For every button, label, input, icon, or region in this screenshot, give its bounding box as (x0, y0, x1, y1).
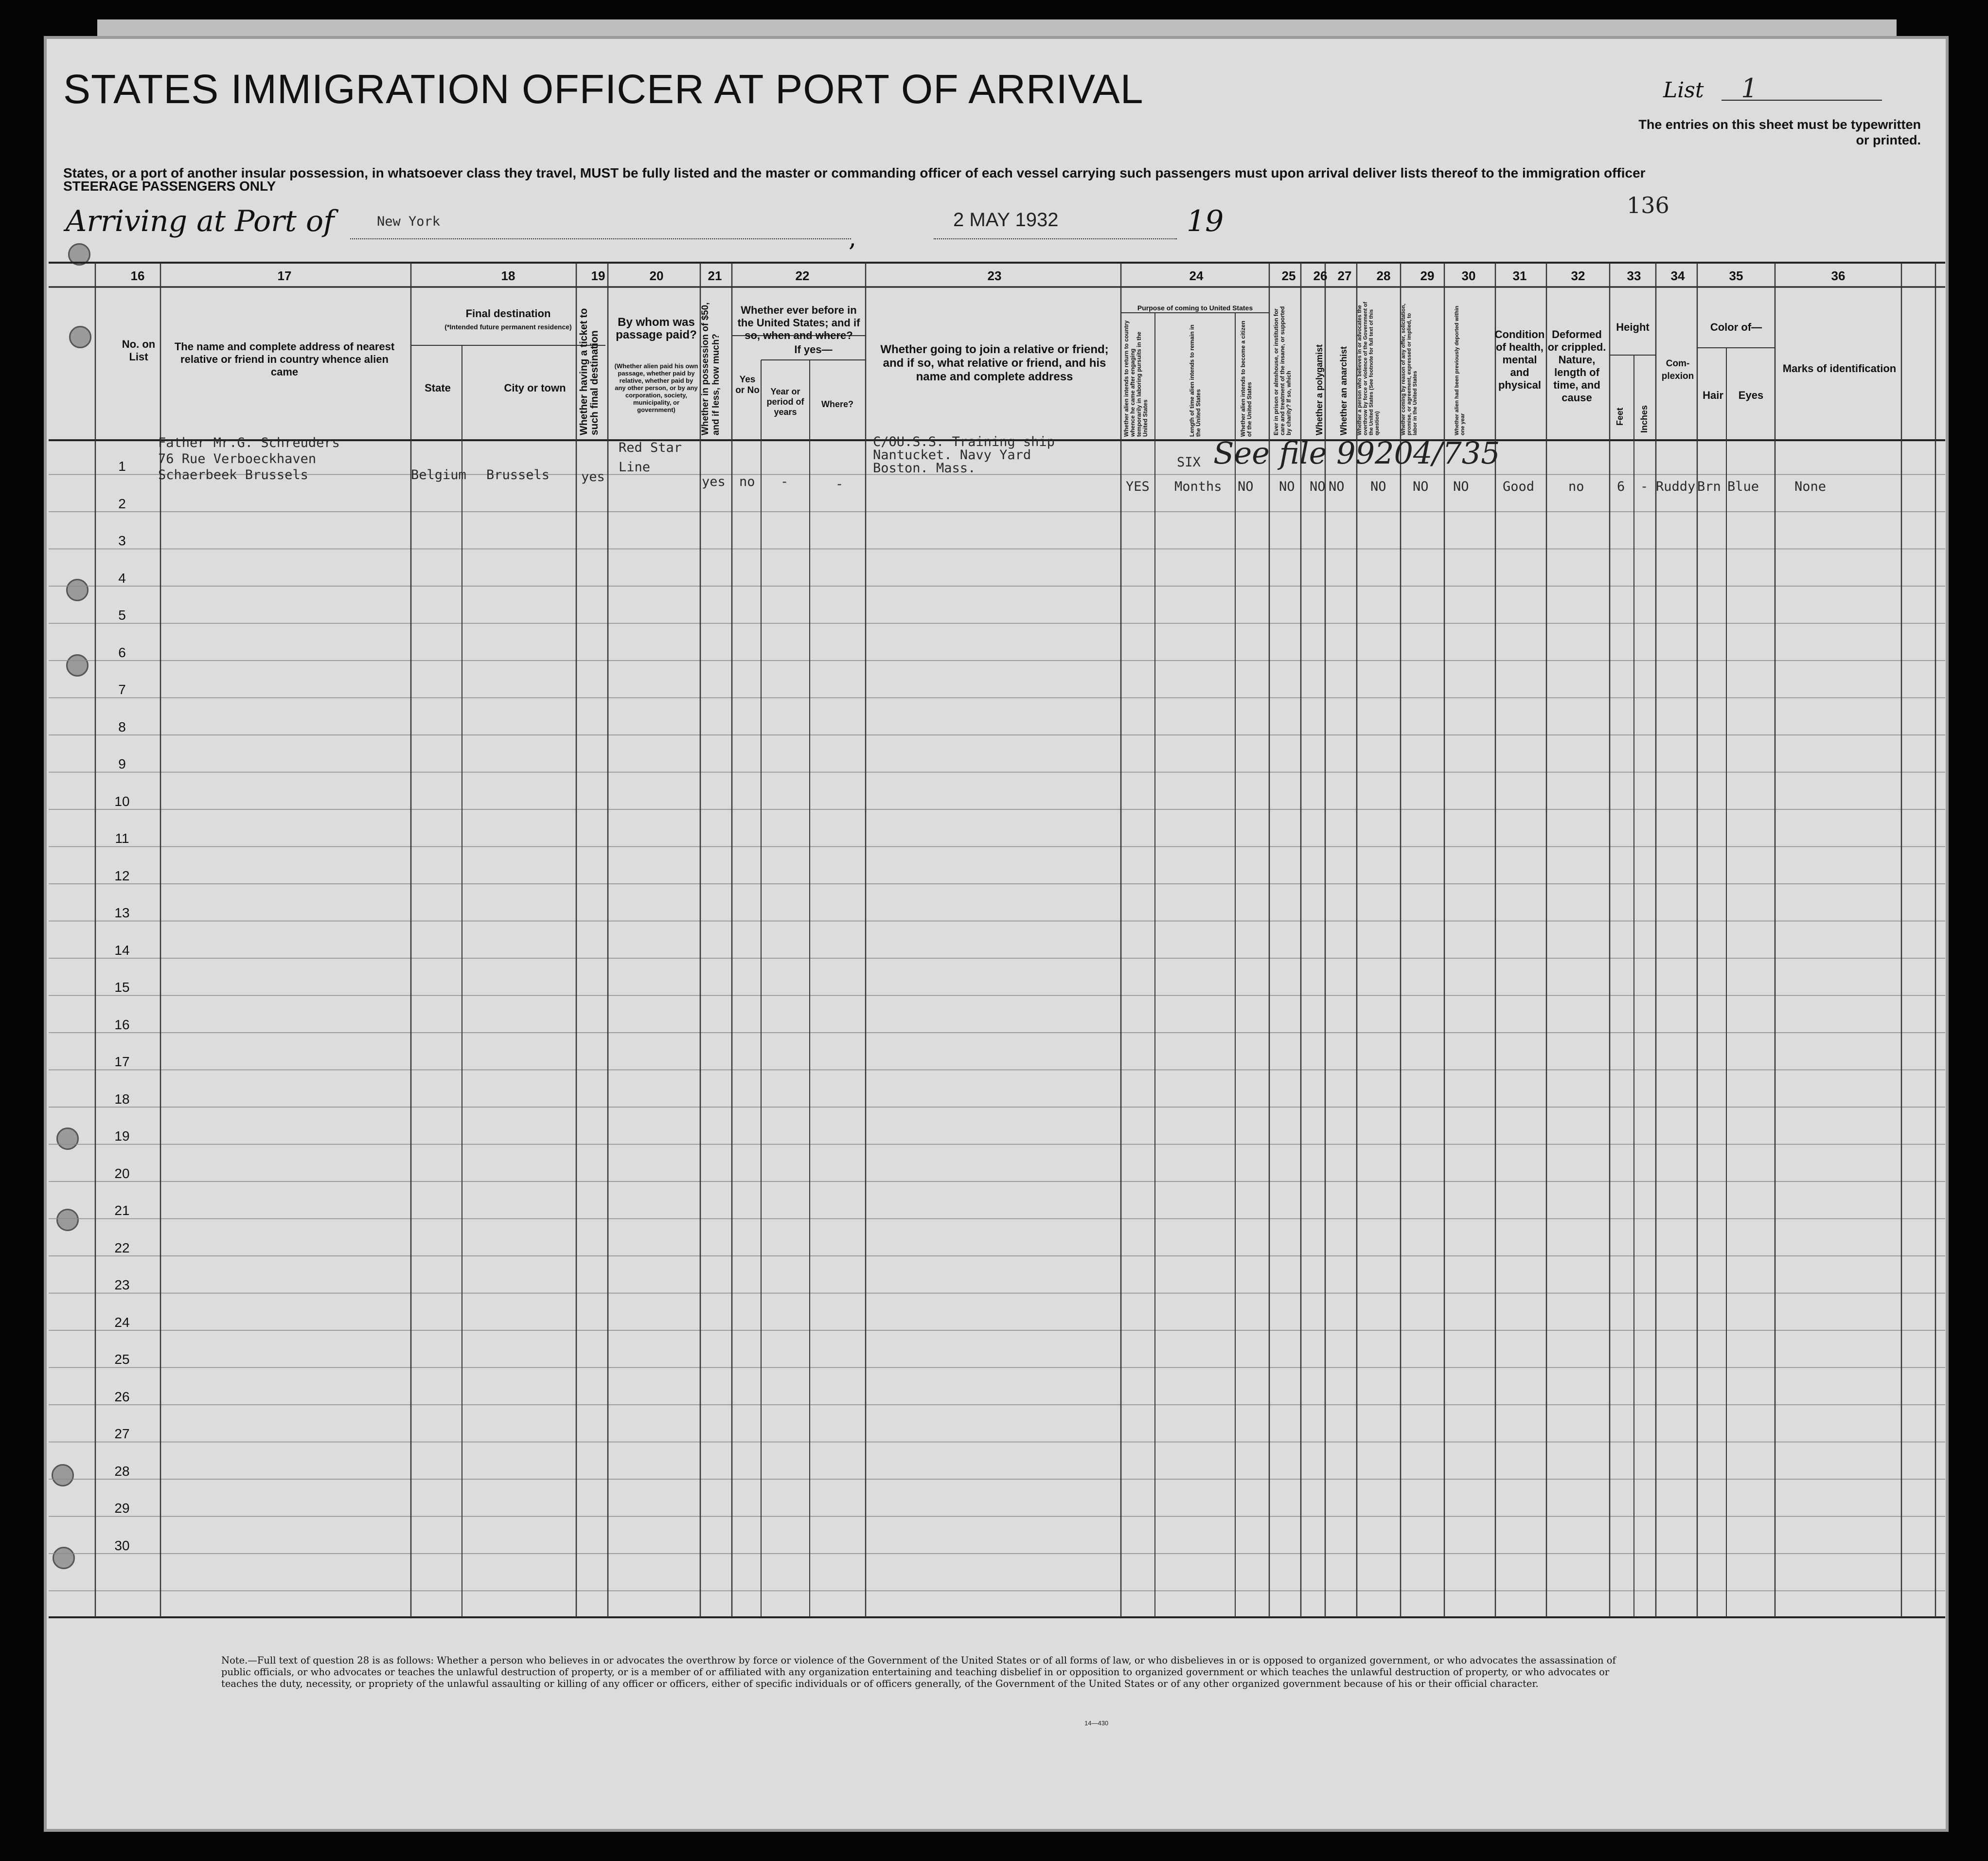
row-number: 7 (118, 682, 126, 697)
row-number: 18 (114, 1091, 130, 1107)
header-deformed: Deformed or crippled. Nature, length of time, and cause (1547, 328, 1606, 404)
header-final-destination: Final destination (465, 307, 551, 320)
header-feet: Feet (1615, 407, 1625, 426)
header-anarchist: Whether an anarchist (1339, 346, 1349, 435)
header-height: Height (1616, 321, 1650, 333)
ticket-value: yes (581, 469, 605, 484)
row-number: 3 (118, 533, 126, 548)
list-label: List (1663, 78, 1704, 103)
years-value: - (781, 474, 789, 489)
feet-value: 6 (1617, 479, 1625, 494)
header-ever-before: Whether ever before in the United States; and if so, when and where? (737, 304, 860, 341)
row-number: 14 (114, 942, 130, 958)
row-number: 16 (114, 1017, 130, 1032)
col-num-30: 30 (1461, 268, 1476, 283)
length-line-1: SIX (1177, 455, 1201, 470)
deported-value: NO (1453, 479, 1469, 494)
header-inches: Inches (1639, 405, 1649, 433)
col-num-34: 34 (1670, 268, 1685, 283)
header-overthrow: Whether a person who believes in or advocates the overthrow by force or violence of the Government of the United States (See footnote for full text of this question) (1357, 302, 1380, 435)
destination-state: Belgium (411, 467, 466, 483)
prison-value: NO (1279, 479, 1295, 494)
header-nearest-relative: The name and complete address of nearest relative or friend in country whence alien came (174, 340, 395, 378)
col-num-18: 18 (501, 268, 515, 283)
header-condition-of-health: Condition of health, mental and physical (1494, 328, 1545, 391)
col-num-19: 19 (591, 268, 605, 283)
row-number: 21 (114, 1203, 130, 1218)
row-number: 5 (118, 608, 126, 623)
col-num-32: 32 (1571, 268, 1585, 283)
money-value: yes (702, 474, 726, 489)
header-state: State (425, 382, 451, 394)
row-number: 2 (118, 496, 126, 511)
health-value: Good (1503, 479, 1535, 494)
polygamist-value: NO (1310, 479, 1326, 494)
join-line-3: Boston. Mass. (873, 461, 976, 476)
length-line-2: Months (1174, 479, 1222, 494)
row-number: 24 (114, 1314, 130, 1330)
deformed-value: no (1568, 479, 1584, 494)
header-length-of-stay: Length of time alien intends to remain in the United States (1189, 324, 1202, 437)
header-passage-paid: By whom was passage paid? (616, 316, 697, 341)
header-final-destination-note: (*Intended future permanent residence) (444, 323, 572, 331)
col-num-36: 36 (1831, 268, 1846, 283)
col-num-23: 23 (987, 268, 1002, 283)
header-marks: Marks of identification (1782, 362, 1897, 375)
join-line-1: C/OU.S.S. Training ship (873, 434, 1055, 449)
eyes-value: Blue (1727, 479, 1759, 494)
col-num-33: 33 (1627, 268, 1641, 283)
header-where: Where? (821, 399, 853, 409)
header-ticket: Whether having a ticket to such final destination (578, 308, 600, 435)
row-number: 28 (114, 1463, 130, 1479)
col-num-20: 20 (649, 268, 664, 283)
header-no-on-list: No. on List (122, 338, 156, 363)
col-num-21: 21 (708, 268, 722, 283)
complexion-value: Ruddy (1656, 479, 1696, 494)
header-purpose: Purpose of coming to United States (1137, 304, 1253, 312)
footnote-question-28: Note.—Full text of question 28 is as follows: Whether a person who believes in or advocates the overthrow by force or violence of the Government of the United States or of all forms of law, or who disbelieves in or is opposed to organized government, or who advocates the assassination of public officials, or who advocates or teaches the unlawful destruction of property, or is a member of or affiliated with any organization entertaining and teaching disbelief in or opposition to organized government or which teaches the unlawful destruction of property, or who advocates or teaches the duty, necessity, or propriety of the unlawful assaulting or killing of any officer or officers, either of specific individuals or of officers generally, of the Government of the United States or of any other organized government because of his or their official character. (221, 1655, 1616, 1689)
relative-line-2: 76 Rue Verboeckhaven (158, 451, 317, 466)
row-number: 11 (115, 831, 129, 846)
row-number: 25 (114, 1352, 130, 1367)
row-number: 26 (114, 1389, 130, 1404)
arrival-date-stamp: 2 MAY 1932 (953, 209, 1059, 231)
row-number: 15 (114, 980, 130, 995)
join-line-2: Nantucket. Navy Yard (873, 447, 1031, 463)
row-number: 12 (114, 868, 130, 883)
col-num-29: 29 (1420, 268, 1435, 283)
header-eyes: Eyes (1738, 389, 1764, 401)
col-num-35: 35 (1729, 268, 1743, 283)
header-join-relative: Whether going to join a relative or friend; and if so, what relative or friend, and his name and complete address (880, 343, 1109, 383)
col-num-28: 28 (1376, 268, 1391, 283)
passenger-class: STEERAGE PASSENGERS ONLY (63, 179, 276, 194)
row-number: 10 (114, 793, 130, 809)
header-fifty-dollars: Whether in possession of $50, and if less, how much? (700, 302, 721, 435)
overthrow-value: NO (1370, 479, 1386, 494)
row-number: 13 (114, 905, 130, 920)
offer-value: NO (1413, 479, 1429, 494)
year-prefix: 19 (1187, 204, 1224, 238)
header-labor-offer: Whether coming by reason of any offer, solicitation, promise, or agreement, expressed or implied, to labor in the United States (1401, 304, 1418, 435)
row-number: 29 (114, 1501, 130, 1516)
relative-line-3: Schaerbeek Brussels (158, 467, 308, 483)
form-subtitle: States, or a port of another insular possession, in whatsoever class they travel, MUST be fully listed and the master or commanding officer of each vessel carrying such passengers must upon arrival deliver lists thereof to the immigration officer (63, 165, 1646, 180)
row-number: 19 (114, 1128, 130, 1144)
header-color-of: Color of— (1710, 321, 1762, 333)
row-number: 9 (118, 756, 126, 771)
col-num-31: 31 (1512, 268, 1527, 283)
destination-city: Brussels (486, 467, 550, 483)
port-name: New York (377, 214, 441, 229)
row-number: 6 (118, 644, 126, 660)
row-number: 17 (114, 1054, 130, 1069)
header-passage-paid-note: (Whether alien paid his own passage, whether paid by relative, whether paid by any other person, or by any corporation, society, municipality, or government) (614, 362, 698, 413)
header-yes-or-no: Yes or No (735, 375, 760, 395)
paid-by-line-2: Line (619, 460, 651, 475)
header-intends-citizen: Whether alien intends to become a citizen of the United States (1240, 321, 1253, 437)
citizen-value: NO (1238, 479, 1254, 494)
row-number: 1 (118, 459, 126, 474)
relative-line-1: Father Mr.G. Schreuders (158, 435, 340, 450)
where-value: - (835, 477, 844, 492)
row-number: 4 (118, 570, 126, 586)
col-num-24: 24 (1189, 268, 1204, 283)
header-year-or-period: Year or period of years (766, 387, 804, 417)
header-city-or-town: City or town (504, 382, 566, 394)
row-number: 22 (114, 1240, 130, 1255)
marks-value: None (1794, 479, 1827, 494)
typewritten-instruction: The entries on this sheet must be typewritten or printed. (1638, 117, 1921, 147)
paid-by-line-1: Red Star (619, 440, 682, 455)
arriving-label: Arriving at Port of (66, 204, 335, 238)
header-complexion: Com-plexion (1661, 358, 1694, 381)
col-num-26: 26 (1313, 268, 1328, 283)
form-title: STATES IMMIGRATION OFFICER AT PORT OF ARRIVAL (63, 66, 1144, 112)
inches-value: - (1640, 479, 1649, 494)
comma: , (849, 224, 856, 252)
list-number: 1 (1741, 73, 1758, 104)
col-num-17: 17 (277, 268, 292, 283)
header-if-yes: If yes— (794, 343, 833, 356)
header-intends-return: Whether alien intends to return to country whence he came after engaging temporarily in laboring pursuits in the United States (1123, 320, 1149, 437)
col-num-27: 27 (1337, 268, 1352, 283)
header-deported: Whether alien had been previously deported within one year (1454, 305, 1466, 435)
sheet-number: 136 (1627, 192, 1669, 218)
row-number: 30 (114, 1538, 130, 1553)
header-polygamist: Whether a polygamist (1314, 344, 1324, 435)
row-number: 20 (114, 1165, 130, 1181)
header-prison: Ever in prison or almshouse, or institution for care and treatment of the insane, or supported by charity? If so, which (1273, 306, 1292, 435)
col-num-25: 25 (1281, 268, 1296, 283)
before-us-value: no (739, 474, 755, 489)
hair-value: Brn (1697, 479, 1721, 494)
header-hair: Hair (1703, 389, 1723, 401)
anarchist-value: NO (1329, 479, 1345, 494)
form-number: 14—430 (1084, 1719, 1109, 1727)
col-num-16: 16 (130, 268, 145, 283)
row-number: 8 (118, 719, 126, 734)
row-number: 27 (114, 1426, 130, 1441)
handwritten-file-annotation: See file 99204/735 (1213, 435, 1500, 471)
col-num-22: 22 (795, 268, 810, 283)
return-value: YES (1126, 479, 1150, 494)
row-number: 23 (114, 1277, 130, 1292)
